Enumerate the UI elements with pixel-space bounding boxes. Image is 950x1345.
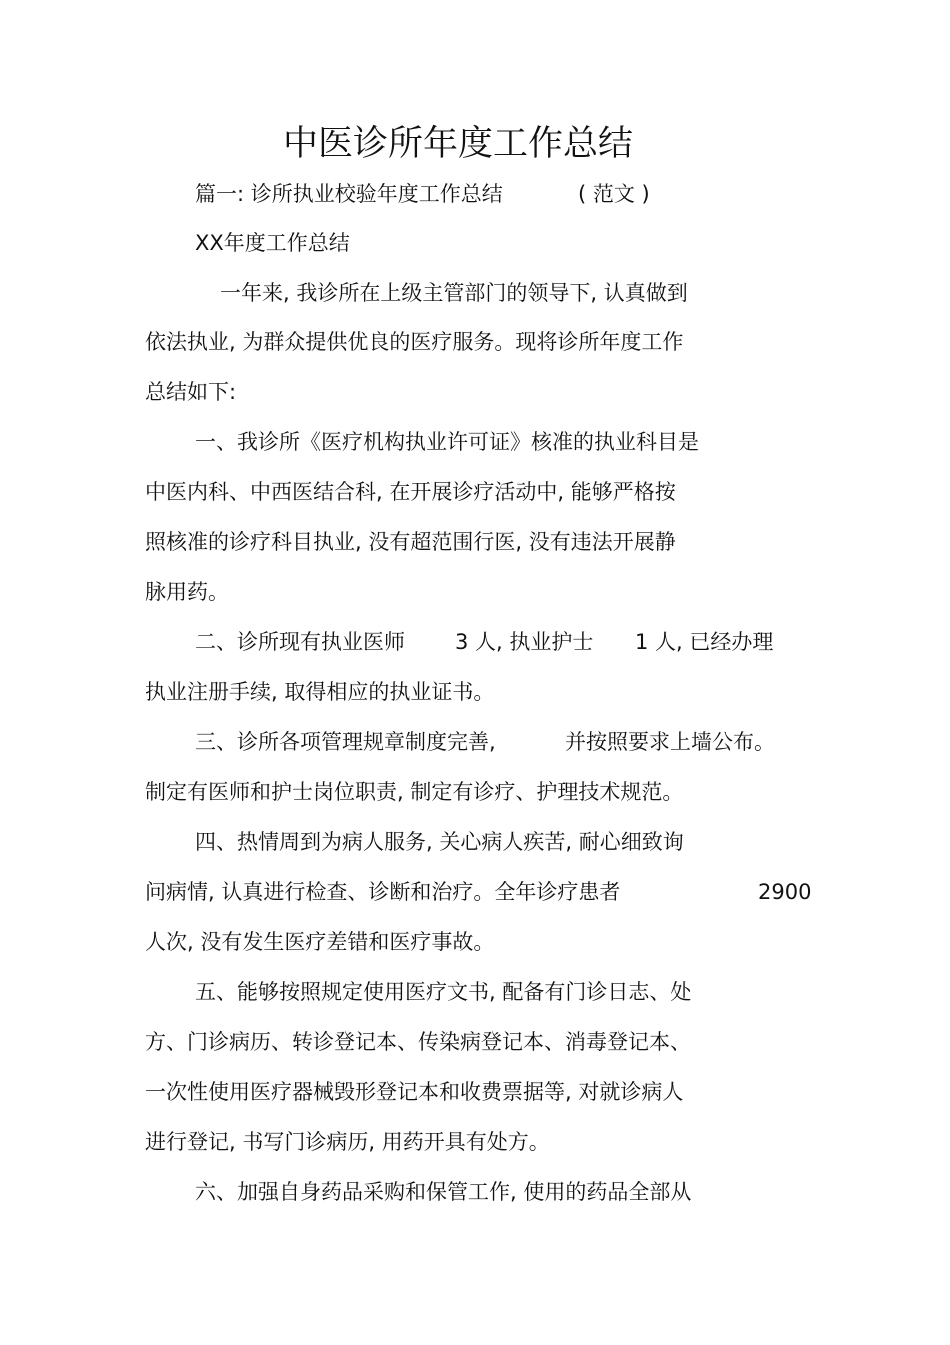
paragraph-line: 三、诊所各项管理规章制度完善, <box>195 730 496 754</box>
paragraph-line: 二、诊所现有执业医师 <box>195 630 405 654</box>
paragraph-line: 并按照要求上墙公布。 <box>565 730 775 754</box>
paragraph-line: 总结如下: <box>145 380 237 404</box>
paragraph-line: 问病情, 认真进行检查、诊断和治疗。全年诊疗患者 <box>145 880 621 904</box>
paragraph-line: 制定有医师和护士岗位职责, 制定有诊疗、护理技术规范。 <box>145 780 684 804</box>
paragraph-line: 2900 <box>758 880 812 904</box>
subtitle-note: ( 范文 ) <box>578 182 650 206</box>
paragraph-line: 四、热情周到为病人服务, 关心病人疾苦, 耐心细致询 <box>195 830 684 854</box>
paragraph-line: 依法执业, 为群众提供优良的医疗服务。现将诊所年度工作 <box>145 330 684 354</box>
paragraph-line: 一年来, 我诊所在上级主管部门的领导下, 认真做到 <box>220 281 688 305</box>
paragraph-line: 五、能够按照规定使用医疗文书, 配备有门诊日志、处 <box>195 980 692 1004</box>
paragraph-line: 人次, 没有发生医疗差错和医疗事故。 <box>145 930 495 954</box>
paragraph-line: 照核准的诊疗科目执业, 没有超范围行医, 没有违法开展静 <box>145 530 676 554</box>
paragraph-line: 进行登记, 书写门诊病历, 用药开具有处方。 <box>145 1130 550 1154</box>
paragraph-line: 脉用药。 <box>145 580 229 604</box>
paragraph-line: 1 人, 已经办理 <box>635 630 774 654</box>
paragraph-line: 3 人, 执业护士 <box>455 630 594 654</box>
paragraph-line: 方、门诊病历、转诊登记本、传染病登记本、消毒登记本、 <box>145 1030 691 1054</box>
document-title: 中医诊所年度工作总结 <box>283 124 634 164</box>
paragraph-line: 执业注册手续, 取得相应的执业证书。 <box>145 680 495 704</box>
subtitle-text: 篇一: 诊所执业校验年度工作总结 <box>195 182 503 206</box>
section-heading: XX年度工作总结 <box>195 231 350 255</box>
paragraph-line: 一次性使用医疗器械毁形登记本和收费票据等, 对就诊病人 <box>145 1080 684 1104</box>
paragraph-line: 一、我诊所《医疗机构执业许可证》核准的执业科目是 <box>195 430 699 454</box>
paragraph-line: 六、加强自身药品采购和保管工作, 使用的药品全部从 <box>195 1180 692 1204</box>
paragraph-line: 中医内科、中西医结合科, 在开展诊疗活动中, 能够严格按 <box>145 480 676 504</box>
